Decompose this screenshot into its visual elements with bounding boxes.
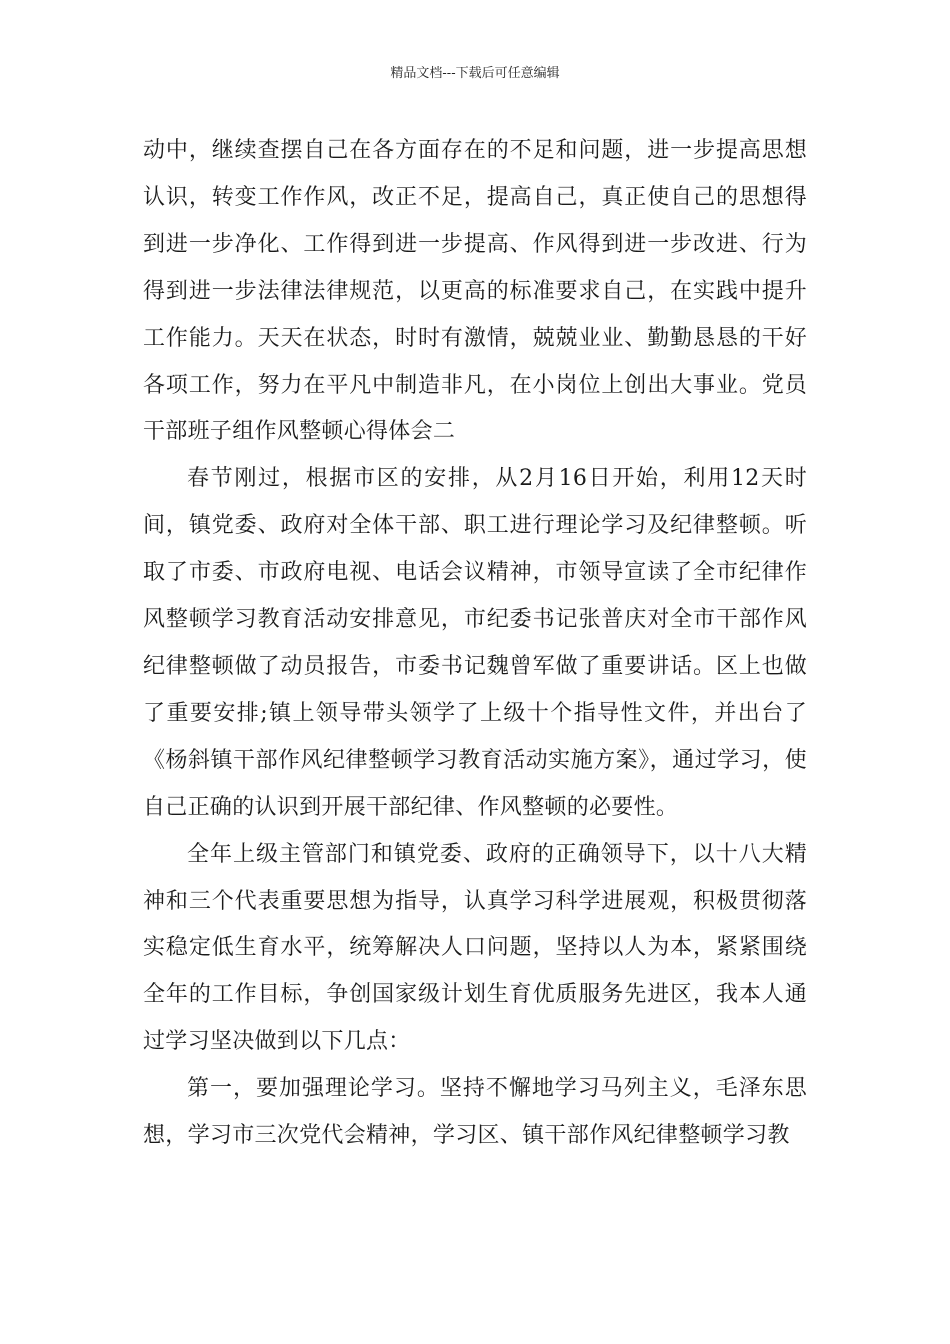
paragraph-3: 全年上级主管部门和镇党委、政府的正确领导下，以十八大精神和三个代表重要思想为指导，认真学习科学进展观，积极贯彻落实稳定低生育水平，统筹解决人口问题，坚持以人为本，紧紧围绕全年的工作目标，争创国家级计划生育优质服务先进区，我本人通过学习坚决做到以下几点： — [143, 841, 807, 1055]
paragraph-1: 动中，继续查摆自己在各方面存在的不足和问题，进一步提高思想认识，转变工作作风，改正不足，提高自己，真正使自己的思想得到进一步净化、工作得到进一步提高、作风得到进一步改进、行为得到进一步法律法律规范，以更高的标准要求自己，在实践中提升工作能力。天天在状态，时时有激情，兢兢业业、勤勤恳恳的干好各项工作，努力在平凡中制造非凡，在小岗位上创出大事业。党员干部班子组作风整顿心得体会二 — [143, 138, 807, 445]
paragraph-2: 春节刚过，根据市区的安排，从2月16日开始，利用12天时间，镇党委、政府对全体干部、职工进行理论学习及纪律整顿。听取了市委、市政府电视、电话会议精神，市领导宣读了全市纪律作风整顿学习教育活动安排意见，市纪委书记张普庆对全市干部作风纪律整顿做了动员报告，市委书记魏曾军做了重要讲话。区上也做了重要安排;镇上领导带头领学了上级十个指导性文件，并出台了《杨斜镇干部作风纪律整顿学习教育活动实施方案》，通过学习，使自己正确的认识到开展干部纪律、作风整顿的必要性。 — [143, 466, 807, 820]
document-body — [143, 128, 807, 1160]
page-header: 精品文档---下载后可任意编辑 — [390, 66, 560, 81]
paragraph-4: 第一，要加强理论学习。坚持不懈地学习马列主义，毛泽东思想，学习市三次党代会精神，学习区、镇干部作风纪律整顿学习教 — [143, 1076, 807, 1149]
